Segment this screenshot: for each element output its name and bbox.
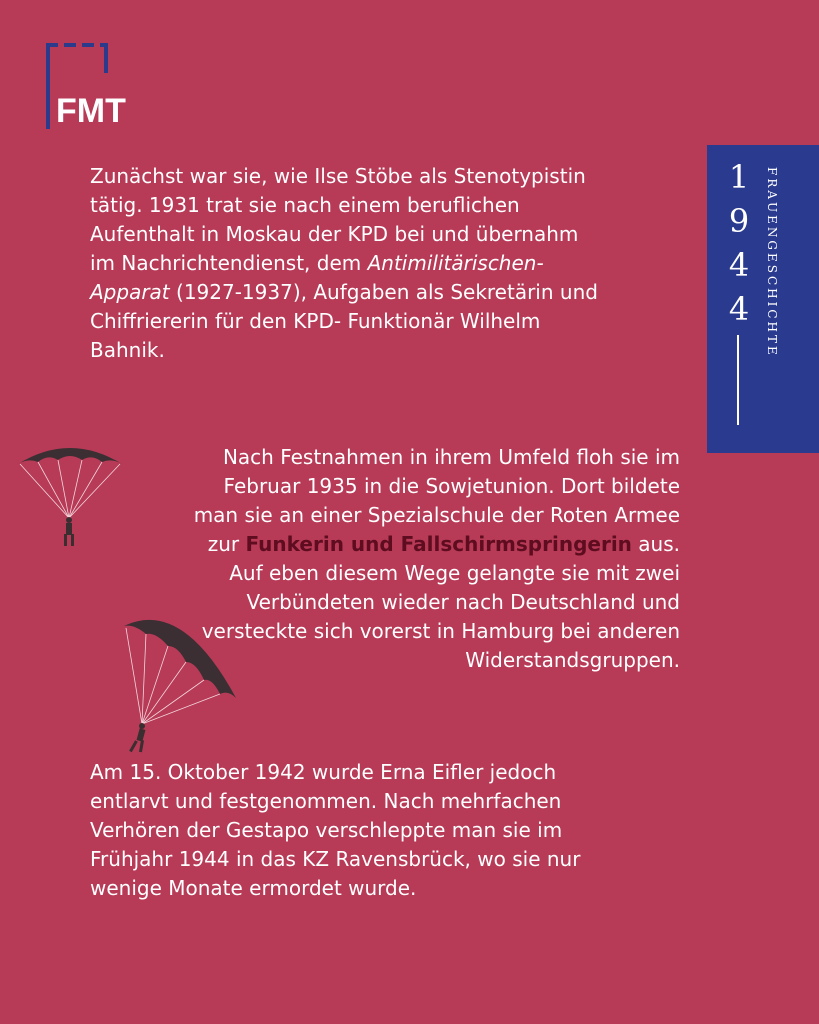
- text-line: tätig. 1931 trat sie nach einem beruflichen: [90, 193, 520, 217]
- text-line: Am 15. Oktober 1942 wurde Erna Eifler jedoch: [90, 760, 557, 784]
- text-line: man sie an einer Spezialschule der Roten Armee: [193, 503, 680, 527]
- fmt-logo: [46, 43, 146, 133]
- text-line: Februar 1935 in die Sowjetunion. Dort bildete: [223, 474, 680, 498]
- year-digit: 1: [728, 158, 750, 196]
- text-line: versteckte sich vorerst in Hamburg bei anderen: [201, 619, 680, 643]
- text-line: wenige Monate ermordet wurde.: [90, 876, 417, 900]
- year-digit: 9: [728, 202, 750, 240]
- text-line: Aufenthalt in Moskau der KPD bei und übernahm: [90, 222, 579, 246]
- logo-bracket-left: [46, 43, 50, 129]
- badge-vertical-text: FRAUENGESCHICHTE: [765, 167, 779, 358]
- logo-text: FMT: [56, 92, 126, 130]
- year-badge: [707, 145, 819, 453]
- paragraph-2: [96, 443, 680, 675]
- text-line: Frühjahr 1944 in das KZ Ravensbrück, wo sie nur: [90, 847, 581, 871]
- logo-bracket-right: [104, 43, 108, 73]
- italic-term: Antimilitärischen-: [367, 251, 544, 275]
- badge-rule: [737, 335, 739, 425]
- paragraph-3: [90, 758, 690, 903]
- text-span: aus.: [631, 532, 680, 556]
- text-line: Auf eben diesem Wege gelangte sie mit zwei: [229, 561, 680, 585]
- text-line: Nach Festnahmen in ihrem Umfeld floh sie im: [222, 445, 680, 469]
- year-digit: 4: [728, 246, 750, 284]
- text-line: Verbündeten wieder nach Deutschland und: [246, 590, 680, 614]
- text-line: [90, 278, 690, 307]
- text-line: Verhören der Gestapo verschleppte man sie im: [90, 818, 563, 842]
- text-span: im Nachrichtendienst, dem: [90, 251, 368, 275]
- paragraph-1: [90, 162, 690, 365]
- text-span: (1927-1937), Aufgaben als Sekretärin und: [169, 280, 598, 304]
- year-digit: 4: [728, 290, 750, 328]
- year-digits: [721, 155, 757, 331]
- text-line: Bahnik.: [90, 338, 165, 362]
- highlight-term: Funkerin und Fallschirmspringerin: [245, 532, 632, 556]
- text-line: [90, 249, 690, 278]
- text-line: Zunächst war sie, wie Ilse Stöbe als Stenotypistin: [90, 164, 586, 188]
- logo-bracket-top: [46, 43, 108, 47]
- text-line: Widerstandsgruppen.: [465, 648, 680, 672]
- text-line: Chiffriererin für den KPD- Funktionär Wilhelm: [90, 309, 541, 333]
- text-line: entlarvt und festgenommen. Nach mehrfachen: [90, 789, 562, 813]
- italic-term: Apparat: [90, 280, 170, 304]
- text-line: [96, 530, 680, 559]
- text-span: zur: [207, 532, 246, 556]
